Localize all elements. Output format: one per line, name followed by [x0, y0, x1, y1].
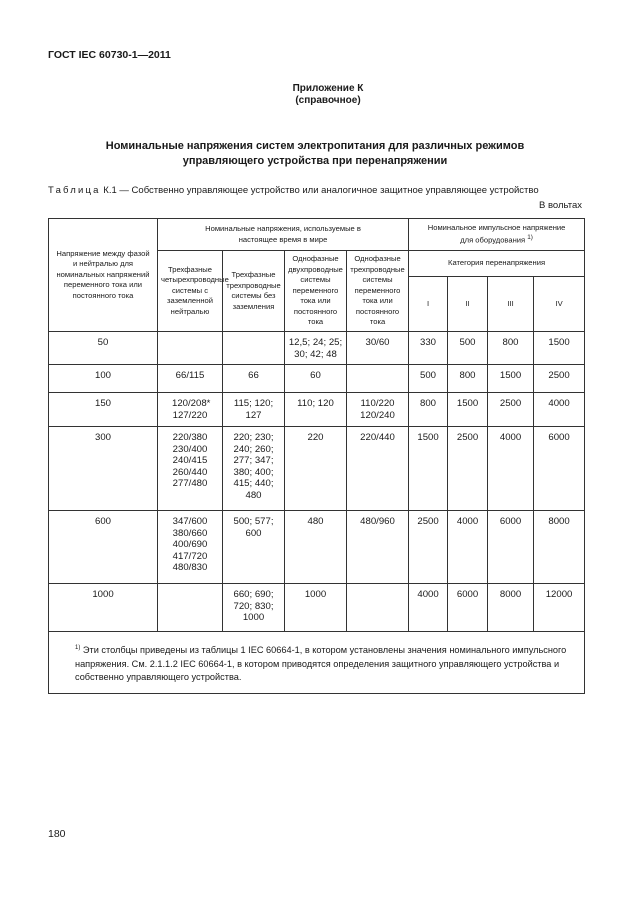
cell-category-ii: 800	[448, 365, 488, 393]
cell-category-ii: 500	[448, 332, 488, 365]
cell-category-iii: 2500	[488, 393, 534, 427]
cell-single-phase-three-wire: 480/960	[347, 511, 409, 584]
cell-voltage: 1000	[49, 584, 158, 632]
cell-category-iii: 1500	[488, 365, 534, 393]
cell-voltage: 50	[49, 332, 158, 365]
cell-category-iii: 6000	[488, 511, 534, 584]
table-footnote	[49, 632, 585, 694]
cell-category-i: 1500	[409, 427, 448, 511]
header-three-phase-four-wire: Трехфазные четырехпроводные системы с заземленной нейтралью	[158, 251, 223, 332]
cell-three-phase-four-wire: 347/600 380/660 400/690 417/720 480/830	[158, 511, 223, 584]
cell-voltage: 100	[49, 365, 158, 393]
header-category-iv: IV	[534, 277, 585, 332]
cell-voltage: 150	[49, 393, 158, 427]
cell-category-ii: 2500	[448, 427, 488, 511]
cell-category-i: 2500	[409, 511, 448, 584]
cell-voltage: 600	[49, 511, 158, 584]
cell-category-i: 800	[409, 393, 448, 427]
header-category-ii: II	[448, 277, 488, 332]
header-three-phase-three-wire: Трехфазные трехпроводные системы без заземления	[223, 251, 285, 332]
cell-single-phase-three-wire	[347, 365, 409, 393]
cell-three-phase-three-wire: 500; 577; 600	[223, 511, 285, 584]
section-title	[60, 139, 570, 169]
header-impulse-voltage-text: Номинальное импульсное напряжение для оборудования	[427, 222, 566, 245]
table-caption-text: — Собственно управляющее устройство или аналогичное защитное управляющее устройство	[119, 185, 539, 196]
header-category-iii: III	[488, 277, 534, 332]
section-title-line-2: управляющего устройства при перенапряжении	[182, 155, 448, 167]
cell-three-phase-four-wire: 66/115	[158, 365, 223, 393]
cell-single-phase-three-wire	[347, 584, 409, 632]
cell-three-phase-four-wire: 220/380 230/400 240/415 260/440 277/480	[158, 427, 223, 511]
table-caption	[48, 185, 539, 196]
table-caption-label: Таблица	[48, 185, 101, 196]
page-number: 180	[48, 828, 66, 840]
cell-category-iii: 800	[488, 332, 534, 365]
cell-single-phase-two-wire: 220	[285, 427, 347, 511]
table-footnote-row	[49, 632, 585, 694]
cell-three-phase-four-wire: 120/208* 127/220	[158, 393, 223, 427]
cell-single-phase-two-wire: 60	[285, 365, 347, 393]
header-phase-neutral-voltage: Напряжение между фазой и нейтралью для номинальных напряжений переменного тока или постоянного тока	[49, 219, 158, 332]
annex-note: (справочное)	[295, 95, 361, 106]
table-row	[49, 365, 585, 393]
header-single-phase-two-wire: Однофазные двухпроводные системы переменного тока или постоянного тока	[285, 251, 347, 332]
header-overvoltage-category: Категория перенапряжения	[409, 251, 585, 277]
cell-category-i: 500	[409, 365, 448, 393]
table-row	[49, 584, 585, 632]
section-title-line-1: Номинальные напряжения систем электропитания для различных режимов	[105, 140, 525, 152]
cell-single-phase-three-wire: 110/220 120/240	[347, 393, 409, 427]
cell-single-phase-three-wire: 30/60	[347, 332, 409, 365]
cell-single-phase-two-wire: 110; 120	[285, 393, 347, 427]
table-row	[49, 427, 585, 511]
cell-three-phase-three-wire: 660; 690; 720; 830; 1000	[223, 584, 285, 632]
cell-category-i: 4000	[409, 584, 448, 632]
cell-three-phase-three-wire	[223, 332, 285, 365]
table-row	[49, 393, 585, 427]
cell-voltage: 300	[49, 427, 158, 511]
header-nominal-voltages: Номинальные напряжения, используемые в настоящее время в мире	[158, 219, 409, 251]
cell-category-iv: 4000	[534, 393, 585, 427]
cell-three-phase-three-wire: 66	[223, 365, 285, 393]
header-category-i: I	[409, 277, 448, 332]
cell-three-phase-four-wire	[158, 332, 223, 365]
cell-category-ii: 1500	[448, 393, 488, 427]
cell-category-iii: 4000	[488, 427, 534, 511]
cell-category-iv: 12000	[534, 584, 585, 632]
cell-category-iv: 1500	[534, 332, 585, 365]
cell-single-phase-two-wire: 12,5; 24; 25; 30; 42; 48	[285, 332, 347, 365]
header-single-phase-three-wire: Однофазные трехпроводные системы переменного тока или постоянного тока	[347, 251, 409, 332]
cell-category-iv: 6000	[534, 427, 585, 511]
header-impulse-voltage	[409, 219, 585, 251]
footnote-reference: 1)	[527, 234, 533, 242]
cell-category-ii: 4000	[448, 511, 488, 584]
table-row	[49, 332, 585, 365]
cell-single-phase-two-wire: 1000	[285, 584, 347, 632]
cell-category-iv: 8000	[534, 511, 585, 584]
cell-single-phase-two-wire: 480	[285, 511, 347, 584]
document-code: ГОСТ IEC 60730-1—2011	[48, 49, 171, 61]
footnote-mark: 1)	[75, 645, 81, 651]
cell-category-i: 330	[409, 332, 448, 365]
cell-three-phase-four-wire	[158, 584, 223, 632]
cell-three-phase-three-wire: 115; 120; 127	[223, 393, 285, 427]
cell-single-phase-three-wire: 220/440	[347, 427, 409, 511]
table-row	[49, 511, 585, 584]
cell-category-iv: 2500	[534, 365, 585, 393]
voltage-table	[48, 218, 585, 694]
footnote-text: Эти столбцы приведены из таблицы 1 IEC 60664-1, в котором установлены значения номинального импульсного напряжения. См. 2.1.1.2 IEC 60664-1, в котором приводятся определения защитного управляющего устройства и собственно управляющего устройства.	[75, 645, 567, 683]
cell-category-ii: 6000	[448, 584, 488, 632]
table-units: В вольтах	[538, 200, 582, 211]
cell-three-phase-three-wire: 220; 230; 240; 260; 277; 347; 380; 400; 415; 440; 480	[223, 427, 285, 511]
cell-category-iii: 8000	[488, 584, 534, 632]
annex-title: Приложение К	[292, 83, 364, 94]
table-caption-number: К.1	[103, 185, 117, 196]
